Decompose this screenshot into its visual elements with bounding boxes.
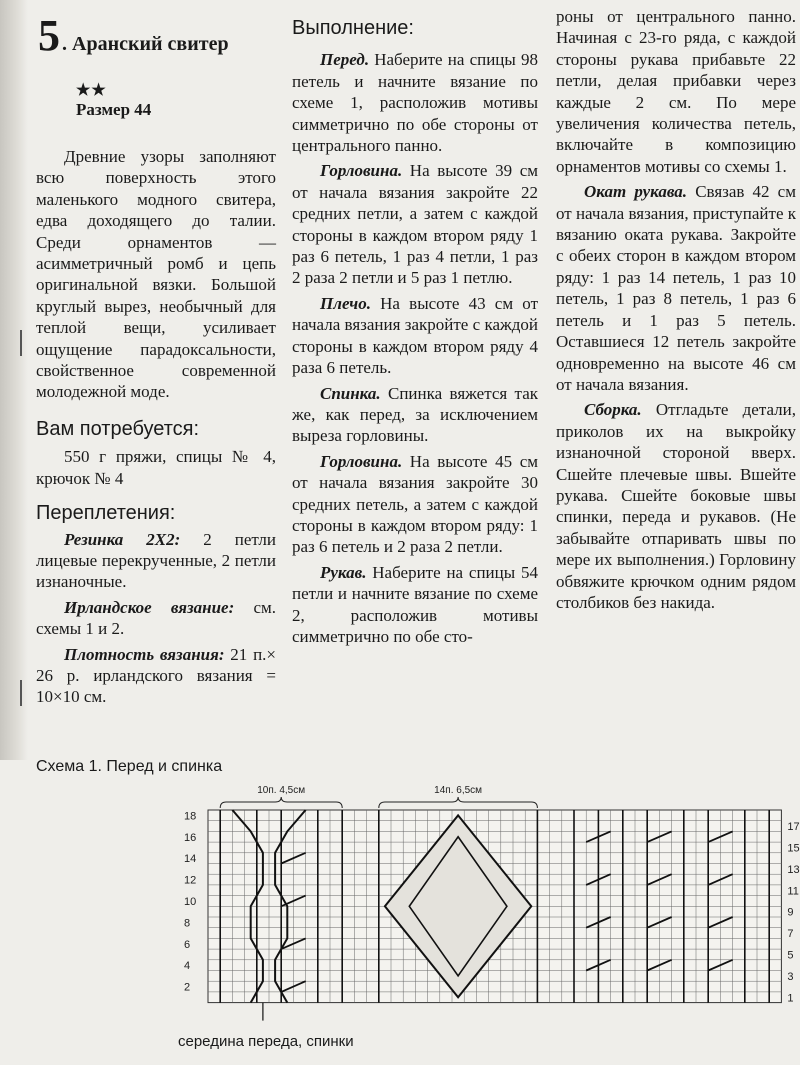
pattern-number: 5	[38, 11, 60, 60]
knitting-chart	[150, 770, 800, 1032]
row-number-left: 4	[184, 960, 191, 973]
row-number-right: 17	[787, 821, 800, 834]
column-instructions	[292, 18, 538, 647]
row-number-left: 12	[184, 874, 197, 887]
gauge-text: 21 п.× 26 р. ирландского вязания = 10×10 см.	[36, 644, 276, 707]
page-gutter	[0, 0, 28, 760]
row-number-left: 16	[184, 831, 197, 844]
sleeve-continued: роны от центрального панно. Начиная с 23-го ряда, с каждой стороны рукава прибавьте 22 петли, делая прибавки через каждые 2 см. По мере увеличения количества петель, включайте в композицию орнаментов мотивы со схемы 1.	[556, 7, 796, 176]
stitches-heading: Переплетения:	[36, 502, 176, 525]
cap-section	[556, 181, 796, 395]
left-panel-brace	[220, 797, 342, 808]
pattern-name: . Аранский свитер	[62, 33, 229, 55]
pattern-size: Размер 44	[76, 100, 152, 119]
row-number-left: 6	[184, 938, 191, 951]
column-intro	[36, 146, 276, 708]
gutter-mark	[20, 330, 22, 356]
row-number-right: 5	[787, 949, 794, 962]
row-number-right: 13	[787, 863, 800, 876]
shoulder-label: Плечо.	[320, 293, 371, 313]
rib-label: Резинка 2Х2:	[64, 529, 181, 549]
rib-stitch	[36, 529, 276, 593]
execution-heading: Выполнение:	[292, 17, 414, 39]
back-text: Спинка вяжется так же, как перед, за исключением выреза горловины.	[292, 383, 538, 446]
assembly-section	[556, 399, 796, 613]
neck-section	[292, 160, 538, 288]
irish-stitch	[36, 597, 276, 640]
back-neck-label: Горловина.	[320, 451, 403, 471]
difficulty-stars: ★★	[76, 82, 107, 99]
neck-label: Горловина.	[320, 161, 403, 181]
cap-label: Окат рукава.	[584, 182, 688, 202]
gauge-label: Плотность вязания:	[64, 644, 225, 664]
rib-text: 2 петли лицевые перекрученные, 2 петли изнаночные.	[36, 529, 276, 592]
gauge	[36, 644, 276, 708]
intro-paragraph: Древние узоры заполняют всю поверхность этого маленького модного свитера, едва доходящего до талии. Среди орнаментов — асимметричный ромб и цепь оригинальной вязки. Большой круглый вырез, необычный для теплой вещи, усиливает ощущение парадоксальности, свойственное современной молодежной моде.	[36, 147, 276, 402]
row-number-left: 14	[184, 853, 197, 866]
assembly-label: Сборка.	[584, 400, 642, 420]
sleeve-label: Рукав.	[320, 562, 367, 582]
irish-label: Ирландское вязание:	[64, 597, 235, 617]
back-section	[292, 383, 538, 447]
row-number-left: 8	[184, 917, 191, 930]
chart-caption: Схема 1. Перед и спинка	[36, 758, 223, 775]
front-text: Наберите на спицы 98 петель и начните вязание по схеме 1, расположив мотивы симметрично по обе стороны от центрального панно.	[292, 50, 538, 156]
front-section	[292, 49, 538, 156]
row-number-right: 1	[787, 992, 794, 1005]
irish-text: см. схемы 1 и 2.	[36, 597, 276, 639]
row-number-left: 2	[184, 981, 191, 994]
sleeve-section	[292, 562, 538, 648]
column-instructions-cont	[556, 6, 796, 613]
row-number-left: 10	[184, 895, 197, 908]
left-panel-label: 10п. 4,5см	[257, 785, 306, 796]
row-number-right: 9	[787, 906, 794, 919]
cap-text: Связав 42 см от начала вязания, приступайте к вязанию оката рукава. Закройте с обеих сторон в каждом втором ряду: 1 раз 14 петель, 1 раз 10 петель, 1 раз 8 петель, 1 раз 6 петель и 1 раз 5 петель. Оставшиеся 12 петель закройте одновременно на высоте 46 см от начала вязания.	[556, 182, 797, 394]
row-number-right: 15	[787, 842, 800, 855]
row-number-right: 7	[787, 928, 794, 941]
chart-footer: середина переда, спинки	[178, 1033, 354, 1050]
row-number-right: 3	[787, 970, 794, 983]
row-number-right: 11	[787, 885, 799, 898]
back-label: Спинка.	[320, 383, 381, 403]
shoulder-text: На высоте 43 см от начала вязания закройте с каждой стороны в каждом втором ряду 4 раза 6 петель.	[292, 293, 538, 378]
materials-text: 550 г пряжи, спицы № 4, крючок № 4	[36, 447, 276, 488]
gutter-mark	[20, 680, 22, 706]
shoulder-section	[292, 293, 538, 379]
row-number-left: 18	[184, 810, 197, 823]
center-panel-brace	[379, 797, 538, 808]
center-panel-label: 14п. 6,5см	[434, 785, 483, 796]
neck-text: На высоте 39 см от начала вязания закройте 22 средних петли, а затем с каждой стороны в каждом втором ряду 1 раз 6 петель, 1 раз 4 петли, 1 раз 2 раза 2 петли и 5 раз 1 петлю.	[292, 161, 538, 288]
assembly-text: Отгладьте детали, приколов их на выкройку изнаночной стороной вверх. Сшейте плечевые швы. Вшейте рукава. Сшейте боковые швы спинки, переда и рукавов. (Не забывайте отпаривать швы по мере их выполнения.) Горловину обвяжите крючком одним рядом столбиков без накида.	[556, 400, 796, 612]
pattern-title	[38, 11, 229, 60]
front-label: Перед.	[320, 50, 370, 70]
sleeve-text: Наберите на спицы 54 петли и начните вязание по схеме 2, расположив мотивы симметрично по обе сто-	[292, 562, 538, 646]
back-neck-text: На высоте 45 см от начала вязания закройте 30 средних петель, а затем с каждой стороны в каждом втором ряду: 1 раз 6 петель и 2 раза 2 петли.	[292, 451, 538, 557]
materials-heading: Вам потребуется:	[36, 417, 200, 440]
back-neck-section	[292, 451, 538, 558]
